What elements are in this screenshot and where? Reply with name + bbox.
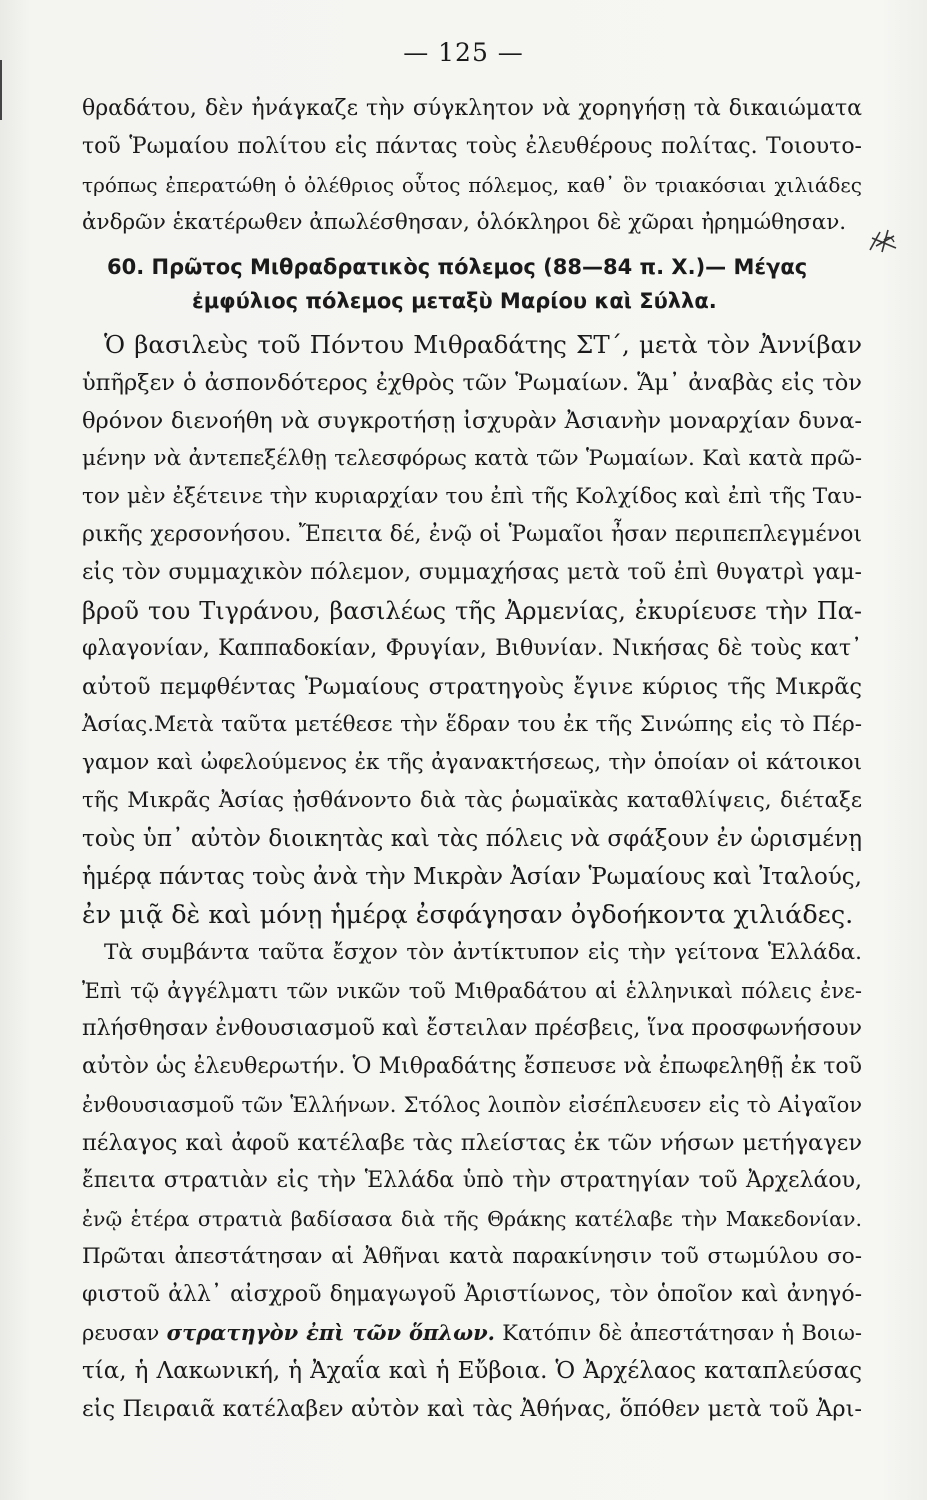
text-line: ρικῆς χερσονήσου. Ἔπειτα δέ, ἐνῷ οἱ Ῥωμαῖοι ἦσαν περιπεπλεγμένοι [82,522,862,547]
text-line: αὐτὸν ὡς ἐλευθερωτήν. Ὁ Μιθραδάτης ἔσπευσε νὰ ἐπωφεληθῇ ἐκ τοῦ [82,1054,862,1079]
text-line: φλαγονίαν, Καππαδοκίαν, Φρυγίαν, Βιθυνίαν. Νικήσας δὲ τοὺς κατ᾽ [82,636,862,661]
text-line: Πρῶται ἀπεστάτησαν αἱ Ἀθῆναι κατὰ παρακίνησιν τοῦ στωμύλου σο- [82,1244,862,1269]
paragraph-3 [82,934,862,1428]
text-line: Τὰ συμβάντα ταῦτα ἔσχον τὸν ἀντίκτυπον εἰς τὴν γείτονα Ἑλλάδα. [104,940,862,965]
text-line: τρόπως ἐπερατώθη ὁ ὀλέθριος οὗτος πόλεμος, καθ᾽ ὃν τριακόσιαι χιλιάδες [82,173,862,197]
text-line-emphasis [82,1314,862,1352]
text-line: θρόνον διενοήθη νὰ συγκροτήσῃ ἰσχυρὰν Ἀσιανὴν μοναρχίαν δυνα- [82,408,862,434]
text-line: αὐτοῦ πεμφθέντας Ῥωμαίους στρατηγοὺς ἔγινε κύριος τῆς Μικρᾶς [82,674,862,700]
text-line: θραδάτου, δὲν ἠνάγκαζε τὴν σύγκλητον νὰ χορηγήσῃ τὰ δικαιώματα [82,96,862,121]
text-line: τοῦ Ῥωμαίου πολίτου εἰς πάντας τοὺς ἐλευθέρους πολίτας. Τοιουτο- [82,134,862,159]
text-line: ἔπειτα στρατιὰν εἰς τὴν Ἑλλάδα ὑπὸ τὴν στρατηγίαν τοῦ Ἀρχελάου, [82,1168,862,1193]
line-start: ρευσαν [82,1321,160,1345]
section-heading: 60. Πρῶτος Μιθραδρατικὸς πόλεμος (88—84 π. Χ.)— Μέγας [107,255,808,279]
text-line: τῆς Μικρᾶς Ἀσίας ᾐσθάνοντο διὰ τὰς ῥωμαϊκὰς καταθλίψεις, διέταξε [82,788,862,813]
text-line: ὑπῆρξεν ὁ ἀσπονδότερος ἐχθρὸς τῶν Ῥωμαίων. Ἅμ᾽ ἀναβὰς εἰς τὸν [82,370,862,396]
text-line: ἐν μιᾷ δὲ καὶ μόνῃ ἡμέρᾳ ἐσφάγησαν ὀγδοήκοντα χιλιάδες. [82,900,854,930]
handwritten-mark [866,226,900,256]
text-line: ἐνῷ ἑτέρα στρατιὰ βαδίσασα διὰ τῆς Θράκης κατέλαβε τὴν Μακεδονίαν. [82,1207,862,1231]
section-heading-continued: ἐμφύλιος πόλεμος μεταξὺ Μαρίου καὶ Σύλλα. [192,289,717,313]
emphasized-phrase: στρατηγὸν ἐπὶ τῶν ὅπλων. [166,1320,495,1345]
paragraph-1 [82,90,862,242]
text-line: ἀνδρῶν ἑκατέρωθεν ἀπωλέσθησαν, ὁλόκληροι δὲ χῶραι ἠρημώθησαν. [82,210,847,235]
page-body [82,90,862,1428]
margin-bracket [0,60,12,120]
text-line: βροῦ του Τιγράνου, βασιλέως τῆς Ἀρμενίας, ἐκυρίευσε τὴν Πα- [82,597,862,625]
text-line: εἰς τὸν συμμαχικὸν πόλεμον, συμμαχήσας μετὰ τοῦ ἐπὶ θυγατρὶ γαμ- [82,560,862,585]
text-line: ἡμέρᾳ πάντας τοὺς ἀνὰ τὴν Μικρὰν Ἀσίαν Ῥωμαίους καὶ Ἰταλούς, [82,864,862,890]
text-line: πλήσθησαν ἐνθουσιασμοῦ καὶ ἔστειλαν πρέσβεις, ἵνα προσφωνήσουν [82,1016,862,1041]
text-line: εἰς Πειραιᾶ κατέλαβεν αὐτὸν καὶ τὰς Ἀθήνας, ὅπόθεν μετὰ τοῦ Ἀρι- [82,1396,862,1422]
text-line: μένην νὰ ἀντεπεξέλθῃ τελεσφόρως κατὰ τῶν Ῥωμαίων. Καὶ κατὰ πρῶ- [82,446,862,471]
page-number: — 125 — [403,38,524,67]
text-line: τον μὲν ἐξέτεινε τὴν κυριαρχίαν του ἐπὶ τῆς Κολχίδος καὶ ἐπὶ τῆς Ταυ- [82,484,862,509]
text-line: τοὺς ὑπ᾽ αὐτὸν διοικητὰς καὶ τὰς πόλεις νὰ σφάξουν ἐν ὡρισμένῃ [82,826,862,852]
text-line: Ἀσίας.Μετὰ ταῦτα μετέθεσε τὴν ἕδραν του ἐκ τῆς Σινώπης εἰς τὸ Πέρ- [82,712,862,737]
text-line: γαμον καὶ ὠφελούμενος ἐκ τῆς ἀγανακτήσεως, τὴν ὁποίαν οἱ κάτοικοι [82,750,862,775]
text-line: φιστοῦ ἀλλ᾽ αἰσχροῦ δημαγωγοῦ Ἀριστίωνος, τὸν ὁποῖον καὶ ἀνηγό- [82,1282,862,1307]
text-line: Ὁ βασιλεὺς τοῦ Πόντου Μιθραδάτης ΣΤ΄, μετὰ τὸν Ἀννίβαν [104,330,862,359]
paragraph-2 [82,326,862,934]
text-line: Ἐπὶ τῷ ἀγγέλματι τῶν νικῶν τοῦ Μιθραδάτου αἱ ἑλληνικαὶ πόλεις ἐνε- [82,979,862,1003]
text-line: τία, ἡ Λακωνική, ἡ Ἀχαΐα καὶ ἡ Εὔβοια. Ὁ Ἀρχέλαος καταπλεύσας [82,1358,862,1384]
line-end: Κατόπιν δὲ ἀπεστάτησαν ἡ Βοιω- [502,1321,862,1345]
text-line: πέλαγος καὶ ἀφοῦ κατέλαβε τὰς πλείστας ἐκ τῶν νήσων μετήγαγεν [82,1130,862,1156]
text-line: ἐνθουσιασμοῦ τῶν Ἑλλήνων. Στόλος λοιπὸν εἰσέπλευσεν εἰς τὸ Αἰγαῖον [82,1093,862,1117]
